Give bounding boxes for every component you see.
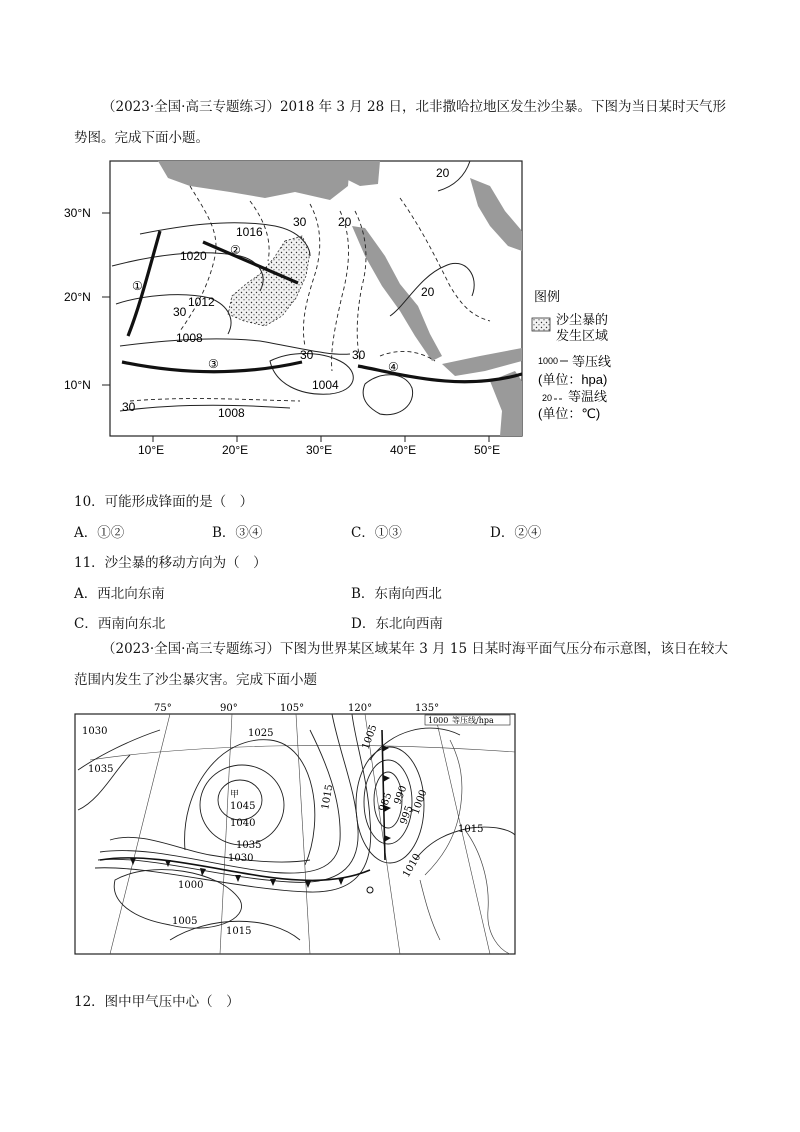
svg-text:等压线: 等压线 [572,354,612,369]
lon-label: 20°E [222,443,249,457]
svg-text:发生区域: 发生区域 [556,328,609,343]
svg-text:沙尘暴的: 沙尘暴的 [556,312,609,327]
pressure-label: 1005 [172,916,198,927]
pressure-label: 1030 [82,726,108,737]
pressure-label: 1005 [360,723,380,752]
map1-frame [110,161,522,436]
map1-legend [532,289,611,421]
svg-text:(单位：hpa): (单位：hpa) [538,372,608,387]
isotherm-label: 20 [436,166,450,180]
lon-label: 30°E [306,443,333,457]
pressure-label: 1045 [230,801,256,812]
pressure-label: 1025 [248,728,274,739]
pressure-label: 1030 [228,853,254,864]
pressure-label: 1035 [236,840,262,851]
isobar-label: 1004 [312,378,339,392]
lon-label: 135° [415,703,440,714]
pressure-label: 1000 [410,788,430,817]
question-10-stem: 10．可能形成锋面的是（ ） [74,494,254,510]
isobar-label: 1008 [176,331,203,345]
isotherm-label: 30 [173,305,187,319]
isotherm-label: 30 [300,348,314,362]
q11-option-d[interactable]: D．东北向西南 [351,616,443,632]
isobar-label: 1008 [218,406,245,420]
pressure-label: 990 [392,784,410,807]
q11-option-b[interactable]: B．东南向西北 [351,586,442,602]
isotherm-label: 20 [338,215,352,229]
pressure-label: 1015 [226,926,252,937]
lon-label: 90° [220,703,238,714]
svg-text:等温线: 等温线 [568,389,608,404]
lat-label: 10°N [64,378,91,392]
pressure-label: 1015 [320,783,336,811]
pressure-label: 1015 [458,824,484,835]
isotherm-label: 30 [293,215,307,229]
q11-option-a[interactable]: A．西北向东南 [74,586,165,602]
intro-paragraph-2: （2023·全国·高三专题练习）下图为世界某区域某年 3 月 15 日某时海平面气压分布示意图，该日在较大范围内发生了沙尘暴灾害。完成下面小题 [74,641,728,688]
isotherm-label: 30 [122,400,136,414]
weather-map-north-africa [60,156,660,461]
pressure-label: 995 [398,804,416,827]
q10-option-d[interactable]: D．②④ [490,525,542,541]
svg-text:(单位：℃): (单位：℃) [538,406,601,421]
q10-option-c[interactable]: C．①③ [351,525,402,541]
question-12-stem: 12．图中甲气压中心（ ） [74,994,240,1010]
lat-label: 20°N [64,290,91,304]
pressure-label: 1010 [401,851,424,880]
lon-label: 75° [154,703,172,714]
isobar-label: 1016 [236,225,263,239]
svg-text:20: 20 [542,393,553,403]
pressure-center-label: 甲 [230,790,240,800]
intro-paragraph-1: （2023·全国·高三专题练习）2018 年 3 月 28 日，北非撒哈拉地区发生沙尘暴。下图为当日某时天气形势图。完成下面小题。 [74,99,727,146]
front-label: ③ [208,357,219,371]
question-11-stem: 11．沙尘暴的移动方向为（ ） [74,555,267,571]
isotherm-label: 30 [352,348,366,362]
q11-option-c[interactable]: C．西南向东北 [74,616,166,632]
pressure-label: 985 [377,791,395,814]
lon-label: 120° [348,703,373,714]
svg-text:图例: 图例 [534,289,561,304]
q10-option-b[interactable]: B．③④ [212,525,263,541]
pressure-label: 1040 [230,818,256,829]
isobar-label: 1012 [188,295,215,309]
lon-label: 10°E [138,443,165,457]
front-label: ④ [388,360,399,374]
front-label: ② [230,243,241,257]
lon-label: 105° [280,703,305,714]
lat-label: 30°N [64,206,91,220]
isotherm-label: 20 [421,285,435,299]
q10-option-a[interactable]: A．①② [74,525,125,541]
lon-label: 50°E [474,443,501,457]
front-label: ① [132,279,143,293]
map2-legend-label: 等压线/hpa [452,716,494,725]
map2-legend-value: 1000 [428,716,449,725]
isobar-label: 1020 [180,249,207,263]
lon-label: 40°E [390,443,417,457]
sea-level-pressure-map [70,700,520,958]
pressure-label: 1035 [88,764,114,775]
pressure-label: 1000 [178,880,204,891]
svg-text:1000: 1000 [538,356,559,366]
